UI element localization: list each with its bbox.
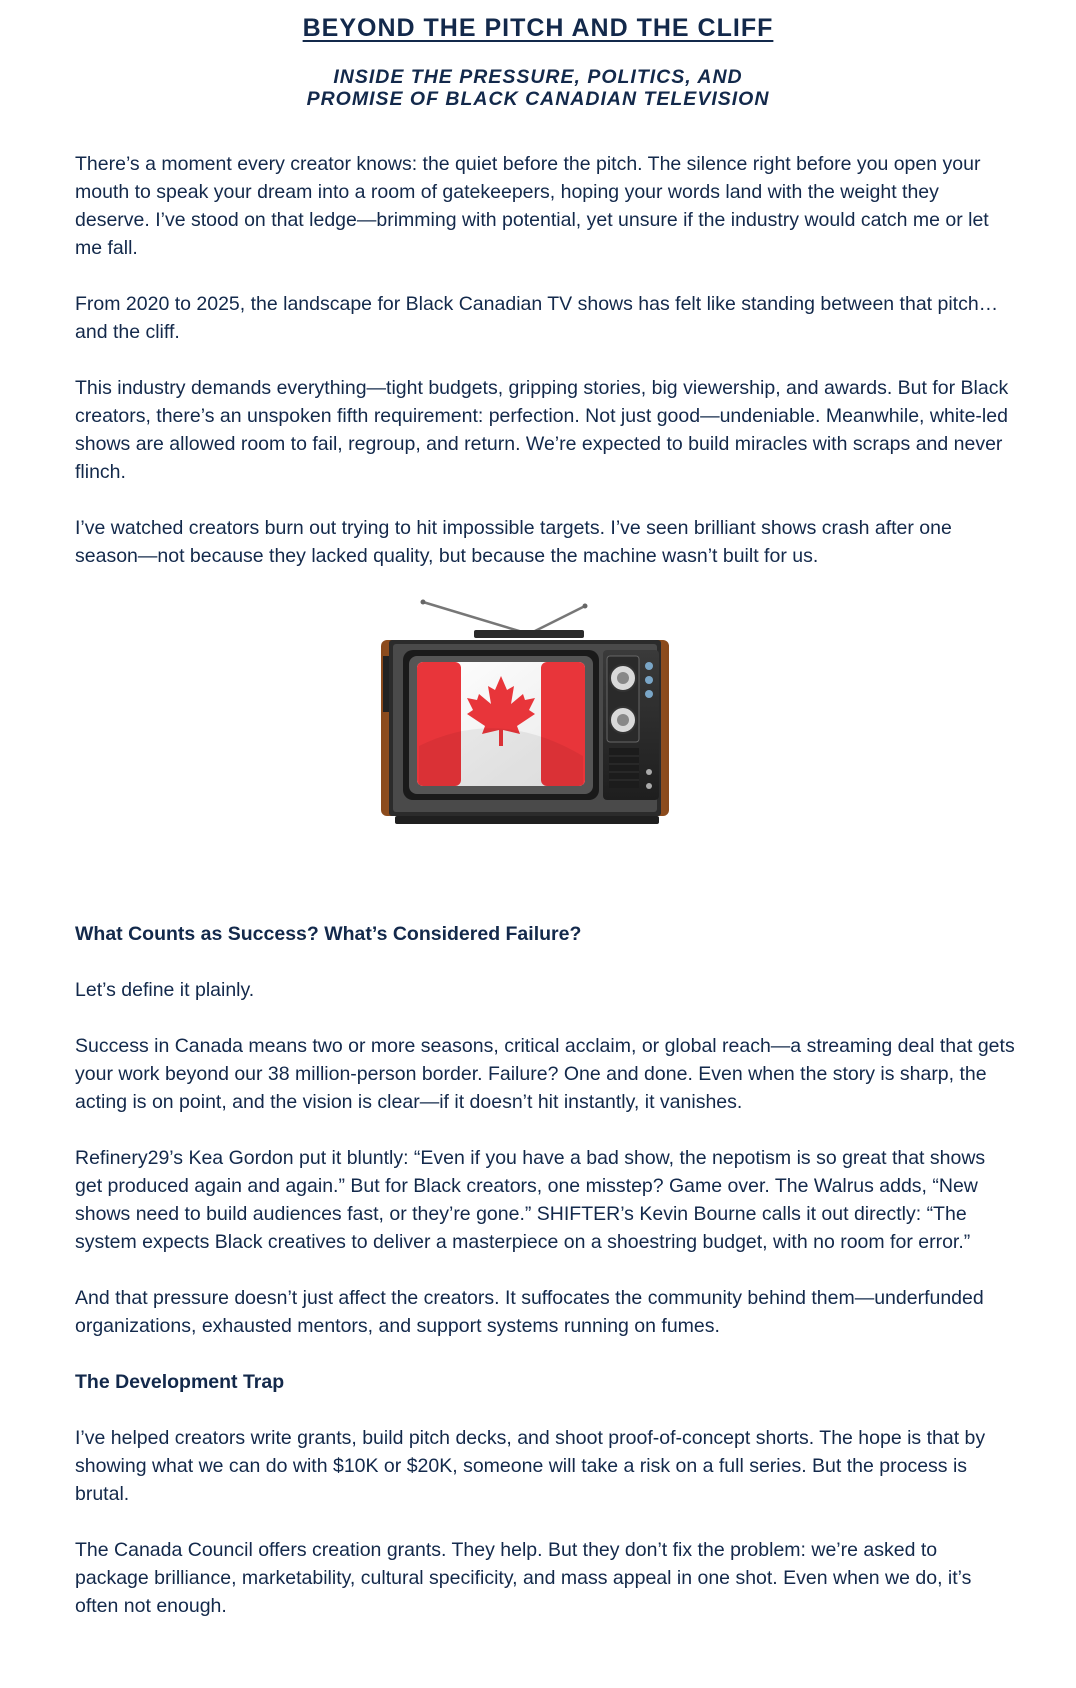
section1-paragraph-2: Success in Canada means two or more seasons, critical acclaim, or global reach—a streaming deal that gets your work beyond our 38 million-person border. Failure? One and done. Even when the story is sharp, the acting is on point, and the vision is clear—if it doesn’t hit instantly, it vanishes.	[75, 1035, 1015, 1113]
intro-paragraph-3: This industry demands everything—tight budgets, gripping stories, big viewership, and awards. But for Black creators, there’s an unspoken fifth requirement: perfection. Not just good—undeniable. Meanwhile, white-led shows are allowed room to fail, regroup, and return. We’re expected to build miracles with scraps and never flinch.	[75, 377, 1009, 483]
section1-paragraph-4: And that pressure doesn’t just affect the creators. It suffocates the community behind them—underfunded organizations, exhausted mentors, and support systems running on fumes.	[75, 1287, 984, 1337]
section2-paragraph-2: The Canada Council offers creation grants. They help. But they don’t fix the problem: we’re asked to package brilliance, marketability, cultural specificity, and mass appeal in one shot. Even when we do, it’s often not enough.	[75, 1539, 972, 1617]
section1-paragraph-1: Let’s define it plainly.	[75, 979, 255, 1001]
retro-tv-canada-flag-icon	[379, 596, 679, 836]
section1-paragraph-3: Refinery29’s Kea Gordon put it bluntly: “Even if you have a bad show, the nepotism is so great that shows get produced again and again.” But for Black creators, one misstep? Game over. The Walrus adds, “New shows need to build audiences fast, or they’re gone.” SHIFTER’s Kevin Bourne calls it out directly: “The system expects Black creatives to deliver a masterpiece on a shoestring budget, with no room for error.”	[75, 1147, 986, 1253]
section-heading-development-trap: The Development Trap	[75, 1371, 285, 1393]
tv-image-container	[75, 590, 1015, 920]
tv-base	[395, 816, 659, 824]
antenna-right	[529, 606, 585, 634]
article-title: BEYOND THE PITCH AND THE CLIFF	[302, 14, 774, 42]
antenna-left	[423, 602, 529, 634]
section2-paragraph-1: I’ve helped creators write grants, build pitch decks, and shoot proof-of-concept shorts. The hope is that by showing what we can do with $10K or $20K, someone will take a risk on a full series. But the process is brutal.	[75, 1427, 986, 1505]
subtitle-line-1: INSIDE THE PRESSURE, POLITICS, AND	[333, 66, 743, 88]
intro-paragraph-1: There’s a moment every creator knows: the quiet before the pitch. The silence right before you open your mouth to speak your dream into a room of gatekeepers, hoping your words land with the weight they deserve. I’ve stood on that ledge—brimming with potential, yet unsure if the industry would catch me or let me fall.	[75, 153, 989, 259]
section-heading-success: What Counts as Success? What’s Considered Failure?	[75, 923, 582, 945]
intro-paragraph-2: From 2020 to 2025, the landscape for Black Canadian TV shows has felt like standing between that pitch… and the cliff.	[75, 293, 999, 343]
intro-paragraph-4: I’ve watched creators burn out trying to hit impossible targets. I’ve seen brilliant shows crash after one season—not because they lacked quality, but because the machine wasn’t built for us.	[75, 517, 952, 567]
subtitle-line-2: PROMISE OF BLACK CANADIAN TELEVISION	[306, 88, 770, 110]
article-subtitle	[0, 66, 1076, 110]
article-body	[75, 150, 1015, 1648]
